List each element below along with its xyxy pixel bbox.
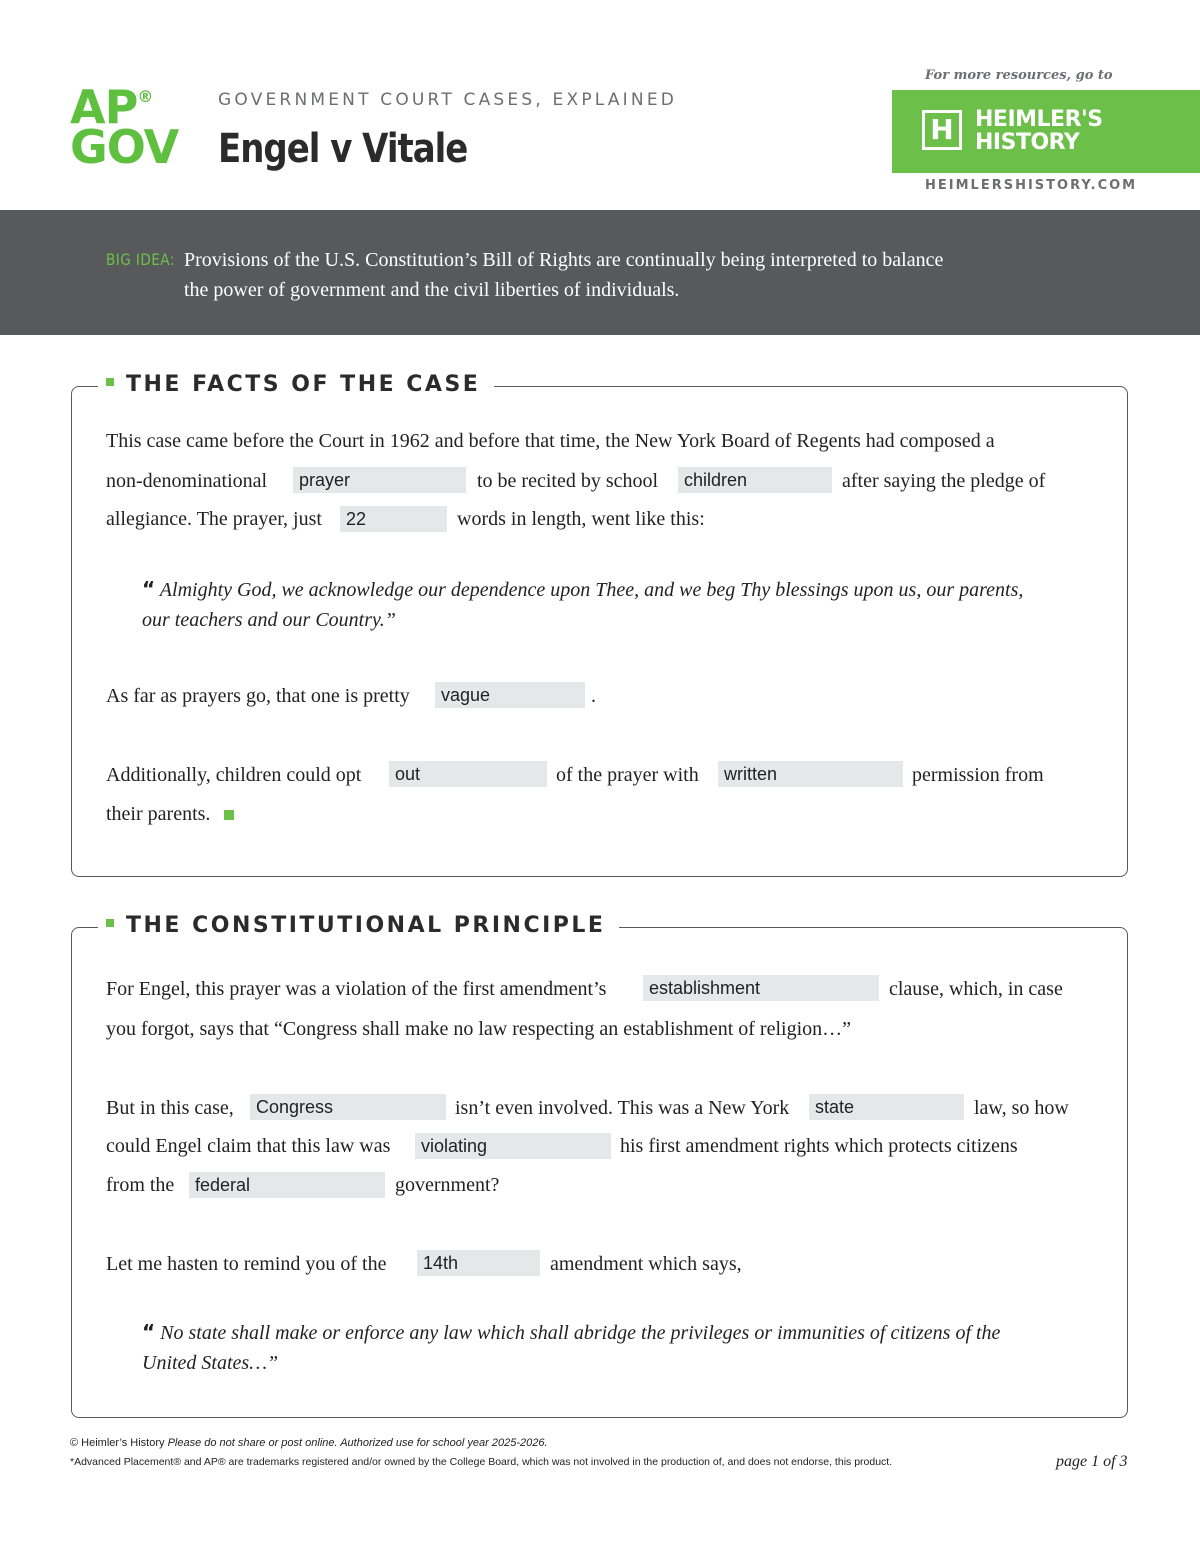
blank-prayer: prayer xyxy=(293,467,466,493)
facts-line-1: This case came before the Court in 1962 and before that time, the New York Board of Regents had composed a xyxy=(106,430,995,452)
blank-written: written xyxy=(718,761,903,787)
quote-line-2: United States…” xyxy=(142,1352,279,1374)
facts-p3a: Additionally, children could opt xyxy=(106,764,362,786)
brand-url-link[interactable]: HEIMLERSHISTORY.COM xyxy=(925,178,1138,193)
series-kicker: GOVERNMENT COURT CASES, EXPLAINED xyxy=(218,90,678,110)
principle-p2-line2b: his first amendment rights which protects citizens xyxy=(620,1135,1018,1157)
principle-p2-line3a: from the xyxy=(106,1174,175,1196)
quote-mark-icon: “ xyxy=(142,1320,156,1344)
regents-prayer-quote xyxy=(142,574,1082,635)
big-idea-label: BIG IDEA: xyxy=(106,250,175,269)
quote-mark-icon: “ xyxy=(142,577,156,601)
principle-heading-text: THE CONSTITUTIONAL PRINCIPLE xyxy=(126,913,606,938)
facts-p3-line2 xyxy=(106,802,234,826)
blank-state: state xyxy=(809,1094,964,1120)
blank-children: children xyxy=(678,467,832,493)
facts-line-2b: to be recited by school xyxy=(477,470,659,492)
big-idea-text xyxy=(184,245,1084,305)
principle-p2c: law, so how xyxy=(974,1097,1069,1119)
ap-gov-logo xyxy=(70,80,194,174)
facts-heading-text: THE FACTS OF THE CASE xyxy=(126,372,481,397)
logo-ap-text: AP xyxy=(70,80,138,134)
fourteenth-amendment-quote xyxy=(142,1317,1082,1378)
blank-federal: federal xyxy=(189,1172,385,1198)
footer-notice: Please do not share or post online. Authorized use for school year 2025-2026. xyxy=(167,1437,548,1449)
heimlers-h-logo-icon: H xyxy=(922,110,962,150)
logo-gov-text: GOV xyxy=(70,119,179,174)
facts-heading xyxy=(98,372,494,397)
big-idea-line-1: Provisions of the U.S. Constitution’s Bill of Rights are continually being interpreted to balance xyxy=(184,249,944,271)
brand-name-line2: HISTORY xyxy=(975,130,1080,155)
brand-name-line1: HEIMLER'S xyxy=(975,107,1103,132)
facts-p3c: permission from xyxy=(912,764,1044,786)
facts-p3-line2-text: their parents. xyxy=(106,803,211,825)
footer-copyright-text: © Heimler’s History xyxy=(70,1437,165,1449)
facts-p2a: As far as prayers go, that one is pretty xyxy=(106,685,410,707)
principle-p2-line2a: could Engel claim that this law was xyxy=(106,1135,391,1157)
blank-vague: vague xyxy=(435,682,585,708)
promo-text: For more resources, go to xyxy=(925,68,1113,83)
blank-violating: violating xyxy=(415,1133,611,1159)
heading-bullet-icon xyxy=(106,378,114,386)
quote-line-1: No state shall make or enforce any law which shall abridge the privileges or immunities of citizens of the xyxy=(160,1322,1001,1344)
principle-p2-line3b: government? xyxy=(395,1174,500,1196)
facts-line-3b: words in length, went like this: xyxy=(457,508,705,530)
blank-congress: Congress xyxy=(250,1094,446,1120)
big-idea-line-2: the power of government and the civil liberties of individuals. xyxy=(184,279,680,301)
blank-establishment: establishment xyxy=(643,975,879,1001)
page-title: Engel v Vitale xyxy=(218,126,468,172)
blank-out: out xyxy=(389,761,547,787)
page-number: page 1 of 3 xyxy=(1056,1453,1128,1470)
principle-p1b: clause, which, in case xyxy=(889,978,1063,1000)
footer-trademark: *Advanced Placement® and AP® are trademarks registered and/or owned by the College Board, which was not involved in the production of, and does not endorse, this product. xyxy=(70,1456,893,1468)
principle-p3b: amendment which says, xyxy=(550,1253,742,1275)
facts-line-2a: non-denominational xyxy=(106,470,268,492)
facts-line-3a: allegiance. The prayer, just xyxy=(106,508,322,530)
principle-p1a: For Engel, this prayer was a violation of the first amendment’s xyxy=(106,978,607,1000)
facts-p2b: . xyxy=(591,685,596,707)
logo-registered-mark: ® xyxy=(137,87,153,106)
principle-p3a: Let me hasten to remind you of the xyxy=(106,1253,387,1275)
facts-p3b: of the prayer with xyxy=(556,764,699,786)
principle-heading xyxy=(98,913,619,938)
heading-bullet-icon xyxy=(106,919,114,927)
quote-line-2: our teachers and our Country.” xyxy=(142,609,396,631)
blank-word-count: 22 xyxy=(340,506,447,532)
blank-14th: 14th xyxy=(417,1250,540,1276)
footer-copyright xyxy=(70,1437,548,1449)
principle-p2b: isn’t even involved. This was a New York xyxy=(455,1097,790,1119)
brand-name xyxy=(975,108,1103,154)
section-end-icon xyxy=(224,810,234,820)
principle-p2a: But in this case, xyxy=(106,1097,234,1119)
facts-line-2c: after saying the pledge of xyxy=(842,470,1046,492)
quote-line-1: Almighty God, we acknowledge our dependence upon Thee, and we beg Thy blessings upon us, our parents, xyxy=(159,579,1024,601)
principle-p1-line2: you forgot, says that “Congress shall make no law respecting an establishment of religion…” xyxy=(106,1018,852,1040)
